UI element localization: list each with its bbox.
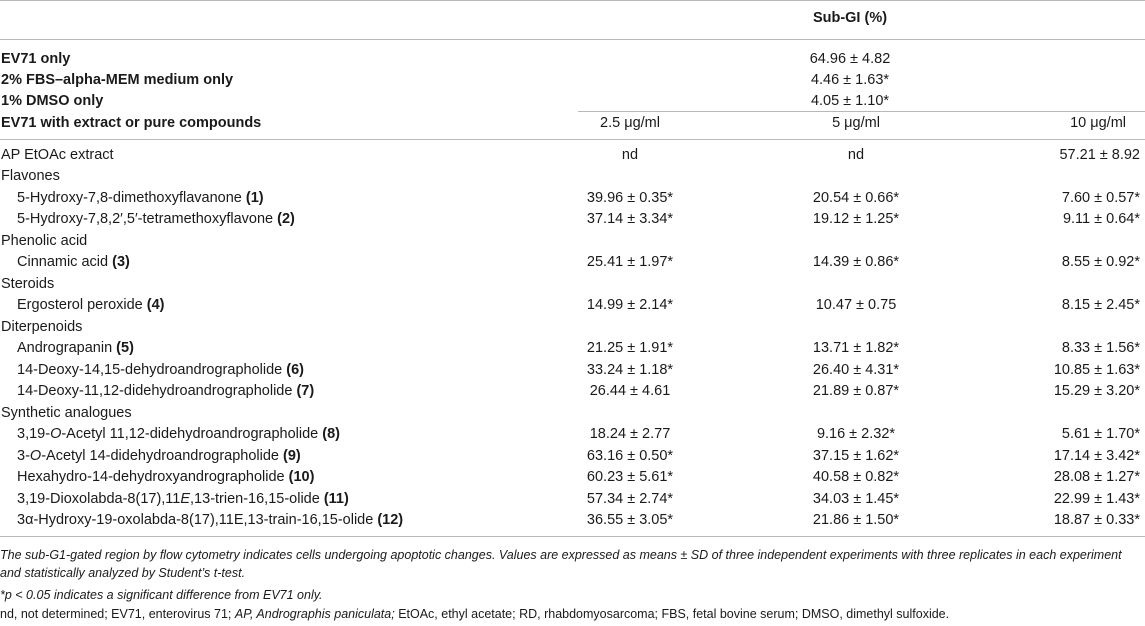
table-row — [0, 446, 1145, 467]
value-cell: 36.55 ± 3.05* — [586, 512, 674, 528]
compound-name: 14-Deoxy-14,15-dehydroandrographolide (6) — [17, 362, 304, 378]
table-row — [0, 489, 1145, 510]
value-cell: 10.85 ± 1.63* — [1053, 362, 1140, 378]
row-label: EV71 only — [1, 51, 71, 67]
row-value: 4.46 ± 1.63* — [810, 72, 890, 88]
value-cell: 7.60 ± 0.57* — [1061, 190, 1140, 206]
column-title: Sub-GI (%) — [812, 10, 888, 26]
category-label: Phenolic acid — [1, 233, 88, 249]
bottom-rule — [0, 536, 1145, 537]
control-row — [0, 91, 1145, 112]
table-row — [0, 338, 1145, 359]
compound-name: Cinnamic acid (3) — [17, 254, 130, 270]
row-label: AP EtOAc extract — [1, 147, 114, 163]
table-row — [0, 510, 1145, 531]
table-row — [0, 295, 1145, 316]
value-cell: 9.16 ± 2.32* — [816, 426, 896, 442]
compound-name: Ergosterol peroxide (4) — [17, 297, 165, 313]
value-cell: 37.14 ± 3.34* — [586, 211, 674, 227]
value-cell: 63.16 ± 0.50* — [586, 448, 674, 464]
group-header-label: EV71 with extract or pure compounds — [1, 115, 262, 131]
value-cell: 40.58 ± 0.82* — [812, 469, 900, 485]
category-row — [0, 166, 1145, 187]
concentration-header: 2.5 μg/ml — [600, 115, 660, 131]
value-cell: 8.15 ± 2.45* — [1061, 297, 1140, 313]
group-header-row — [0, 113, 1145, 134]
value-cell: 39.96 ± 0.35* — [586, 190, 674, 206]
compound-name: 3-O-Acetyl 14-didehydroandrographolide (9) — [17, 448, 301, 464]
value-cell: 15.29 ± 3.20* — [1053, 383, 1140, 399]
table-row — [0, 188, 1145, 209]
value-cell: 8.33 ± 1.56* — [1061, 340, 1140, 356]
compound-name: Andrograpanin (5) — [17, 340, 134, 356]
value-cell: 17.14 ± 3.42* — [1053, 448, 1140, 464]
value-cell: 57.21 ± 8.92 — [1059, 147, 1140, 163]
value-cell: 21.89 ± 0.87* — [812, 383, 900, 399]
table-row — [0, 360, 1145, 381]
value-cell: 18.87 ± 0.33* — [1053, 512, 1140, 528]
control-row — [0, 49, 1145, 70]
category-label: Diterpenoids — [1, 319, 83, 335]
row-value: 64.96 ± 4.82 — [809, 51, 891, 67]
value-cell: 25.41 ± 1.97* — [586, 254, 674, 270]
value-cell: 14.99 ± 2.14* — [586, 297, 674, 313]
top-rule — [0, 0, 1145, 1]
table-row — [0, 209, 1145, 230]
value-cell: 18.24 ± 2.77 — [589, 426, 671, 442]
category-row — [0, 403, 1145, 424]
compound-name: 3α-Hydroxy-19-oxolabda-8(17),11E,13-train-16,15-olide (12) — [17, 512, 404, 528]
row-label: 2% FBS–alpha-MEM medium only — [1, 72, 234, 88]
control-row — [0, 70, 1145, 91]
compound-name: 5-Hydroxy-7,8-dimethoxyflavanone (1) — [17, 190, 264, 206]
compound-name: 3,19-Dioxolabda-8(17),11E,13-trien-16,15-olide (11) — [17, 491, 349, 507]
value-cell: nd — [621, 147, 639, 163]
table-row — [0, 381, 1145, 402]
category-label: Steroids — [1, 276, 55, 292]
footnote-abbreviations: nd, not determined; EV71, enterovirus 71; AP, Andrographis paniculata; EtOAc, ethyl acetate; RD, rhabdomyosarcoma; FBS, fetal bovine serum; DMSO, dimethyl sulfoxide. — [0, 607, 950, 621]
footnote-significance: *p < 0.05 indicates a significant difference from EV71 only. — [0, 588, 323, 602]
value-cell: 57.34 ± 2.74* — [586, 491, 674, 507]
header-row — [0, 8, 1145, 29]
compound-name: 14-Deoxy-11,12-didehydroandrographolide (7) — [17, 383, 315, 399]
value-cell: 20.54 ± 0.66* — [812, 190, 900, 206]
value-cell: 14.39 ± 0.86* — [812, 254, 900, 270]
value-cell: 9.11 ± 0.64* — [1062, 211, 1140, 227]
value-cell: 37.15 ± 1.62* — [812, 448, 900, 464]
category-row — [0, 274, 1145, 295]
value-cell: 34.03 ± 1.45* — [812, 491, 900, 507]
value-cell: 33.24 ± 1.18* — [586, 362, 674, 378]
value-cell: 26.44 ± 4.61 — [589, 383, 671, 399]
table-row — [0, 467, 1145, 488]
category-row — [0, 317, 1145, 338]
value-cell: 13.71 ± 1.82* — [812, 340, 900, 356]
row-value: 4.05 ± 1.10* — [810, 93, 890, 109]
value-cell: 5.61 ± 1.70* — [1061, 426, 1140, 442]
compound-name: 5-Hydroxy-7,8,2′,5′-tetramethoxyflavone (2) — [17, 211, 295, 227]
category-label: Flavones — [1, 168, 60, 184]
value-cell: 21.86 ± 1.50* — [812, 512, 900, 528]
value-cell: nd — [847, 147, 865, 163]
value-cell: 21.25 ± 1.91* — [586, 340, 674, 356]
row-label: 1% DMSO only — [1, 93, 104, 109]
value-cell: 19.12 ± 1.25* — [812, 211, 900, 227]
category-row — [0, 231, 1145, 252]
value-cell: 8.55 ± 0.92* — [1061, 254, 1140, 270]
subheader-rule — [578, 111, 1145, 112]
value-cell: 60.23 ± 5.61* — [586, 469, 674, 485]
category-label: Synthetic analogues — [1, 405, 132, 421]
concentration-header: 5 μg/ml — [832, 115, 880, 131]
body-rule — [0, 139, 1145, 140]
concentration-header: 10 μg/ml — [1070, 115, 1126, 131]
table-row — [0, 252, 1145, 273]
header-rule — [0, 39, 1145, 40]
table-row — [0, 145, 1145, 166]
value-cell: 26.40 ± 4.31* — [812, 362, 900, 378]
value-cell: 22.99 ± 1.43* — [1053, 491, 1140, 507]
value-cell: 10.47 ± 0.75 — [815, 297, 897, 313]
footnote-methods: The sub-G1-gated region by flow cytometry indicates cells undergoing apoptotic changes. Values are expressed as means ± SD of three independent experiments with three replicates in each experiment and statistically analyzed by Student’s t-test. — [0, 548, 1122, 580]
compound-name: Hexahydro-14-dehydroxyandrographolide (10) — [17, 469, 315, 485]
value-cell: 28.08 ± 1.27* — [1053, 469, 1140, 485]
table-row — [0, 424, 1145, 445]
compound-name: 3,19-O-Acetyl 11,12-didehydroandrographolide (8) — [17, 426, 340, 442]
